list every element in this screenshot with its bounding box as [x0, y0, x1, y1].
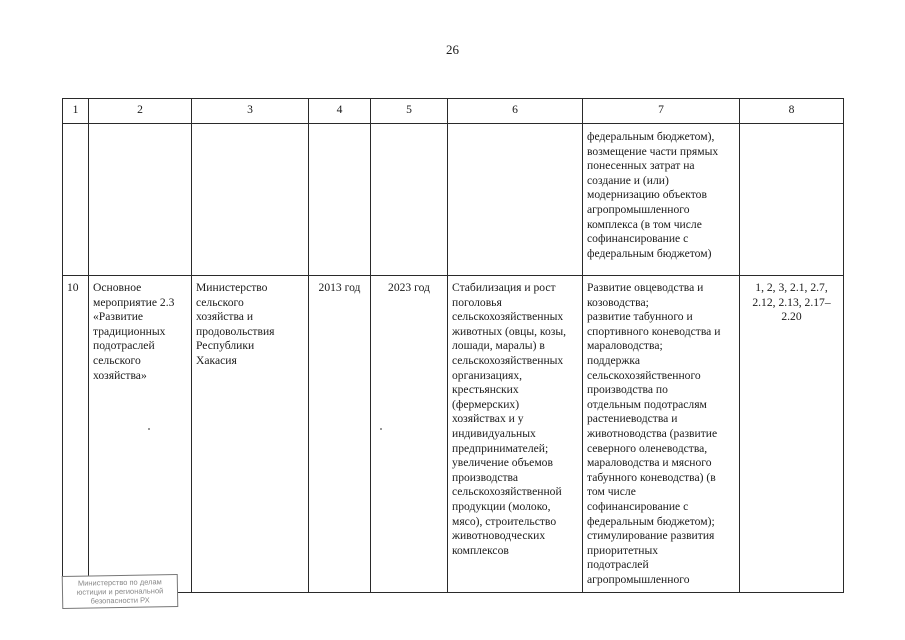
cont-cell-6	[448, 124, 583, 276]
header-cell-3: 3	[192, 99, 309, 124]
text-line: возмещение части прямых	[587, 144, 719, 158]
row10-measure-name	[89, 276, 192, 593]
text-line: производства по	[587, 383, 668, 397]
text-line: «Развитие	[93, 310, 144, 324]
text-line: сельскохозяйственной	[452, 485, 562, 499]
text-line: животноводства (развитие	[587, 426, 718, 440]
cont-cell-5	[371, 124, 448, 276]
text-line: развитие табунного и	[587, 310, 693, 324]
text-line: животных (овцы, козы,	[452, 324, 567, 338]
text-line: мероприятие 2.3	[93, 295, 175, 309]
cont-cell-2	[89, 124, 192, 276]
cont-cell-4	[309, 124, 371, 276]
text-line: стимулирование развития	[587, 529, 715, 543]
text-line: приоритетных	[587, 543, 659, 557]
row10-start-year: 2013 год	[309, 276, 371, 593]
text-line: предпринимателей;	[452, 441, 549, 455]
text-line: агропромышленного	[587, 572, 690, 586]
text-line: Республики	[196, 339, 255, 353]
page-number: 26	[446, 42, 459, 57]
text-line: поддержка	[587, 353, 641, 367]
scan-speck	[148, 428, 150, 430]
text-line: 1, 2, 3, 2.1, 2.7,	[755, 281, 828, 294]
text-line: увеличение объемов	[452, 456, 553, 470]
text-line: хозяйствах и у	[452, 412, 524, 426]
text-line: мясо), строительство	[452, 514, 557, 528]
text-line: федеральным бюджетом),	[587, 130, 715, 143]
text-line: создание и (или)	[587, 173, 669, 187]
text-line: организациях,	[452, 368, 523, 382]
text-line: Министерство	[196, 281, 268, 294]
text-line: модернизацию объектов	[587, 188, 707, 202]
text-line: подотраслей	[93, 339, 155, 353]
text-line: мараловодства;	[587, 339, 663, 353]
text-line: том числе	[587, 485, 636, 499]
text-line: федеральным бюджетом)	[587, 246, 712, 260]
text-line: индивидуальных	[452, 426, 536, 440]
text-line: федеральным бюджетом);	[587, 514, 715, 528]
row10-executor	[192, 276, 309, 593]
text-line: Развитие овцеводства и	[587, 281, 704, 294]
text-line: понесенных затрат на	[587, 159, 695, 173]
text-line: поголовья	[452, 295, 502, 309]
text-line: Основное	[93, 281, 142, 294]
text-line: 2.12, 2.13, 2.17–	[752, 295, 831, 309]
text-line: (фермерских)	[452, 397, 520, 411]
header-cell-6: 6	[448, 99, 583, 124]
row10-directions	[583, 276, 740, 593]
header-cell-5: 5	[371, 99, 448, 124]
text-line: агропромышленного	[587, 202, 690, 216]
header-cell-2: 2	[89, 99, 192, 124]
text-line: хозяйства»	[93, 368, 147, 382]
cont-cell-1	[63, 124, 89, 276]
text-line: козоводства;	[587, 295, 649, 309]
text-line: сельского	[196, 295, 244, 309]
text-line: продукции (молоко,	[452, 499, 551, 513]
text-line: растениеводства и	[587, 412, 678, 426]
text-line: традиционных	[93, 324, 166, 338]
text-line: производства	[452, 470, 519, 484]
header-cell-1: 1	[63, 99, 89, 124]
scan-speck	[380, 428, 382, 430]
text-line: отдельным подотраслям	[587, 397, 707, 411]
text-line: 2.20	[781, 310, 802, 324]
text-line: софинансирование с	[587, 499, 689, 513]
table-row-continuation	[63, 124, 844, 276]
text-line: мараловодства и мясного	[587, 456, 712, 470]
row10-indicators	[740, 276, 844, 593]
measures-table	[62, 98, 844, 593]
text-line: сельскохозяйственного	[587, 368, 701, 382]
table-header-row	[63, 99, 844, 124]
text-line: сельскохозяйственных	[452, 353, 564, 367]
text-line: хозяйства и	[196, 310, 254, 324]
header-cell-7: 7	[583, 99, 740, 124]
text-line: табунного коневодства) (в	[587, 470, 716, 484]
row10-end-year: 2023 год	[371, 276, 448, 593]
text-line: Хакасия	[196, 353, 237, 367]
row10-expected-result	[448, 276, 583, 593]
cont-cell-8	[740, 124, 844, 276]
text-line: продовольствия	[196, 324, 275, 338]
text-line: комплексов	[452, 543, 509, 557]
text-line: животноводческих	[452, 529, 546, 543]
row10-number: 10	[63, 276, 89, 593]
cont-cell-3	[192, 124, 309, 276]
cont-cell-7-results	[583, 124, 740, 276]
text-line: крестьянских	[452, 383, 519, 397]
text-line: сельскохозяйственных	[452, 310, 564, 324]
table-row-10	[63, 276, 844, 593]
text-line: безопасности РХ	[90, 595, 150, 606]
text-line: юстиции и региональной	[76, 586, 164, 597]
text-line: спортивного коневодства и	[587, 324, 721, 338]
text-line: комплекса (в том числе	[587, 217, 702, 231]
text-line: Министерство по делам	[77, 577, 162, 588]
text-line: софинансирование с	[587, 232, 689, 246]
text-line: сельского	[93, 353, 141, 367]
text-line: подотраслей	[587, 558, 649, 572]
registration-stamp	[62, 574, 179, 609]
header-cell-8: 8	[740, 99, 844, 124]
text-line: северного оленеводства,	[587, 441, 708, 455]
text-line: Стабилизация и рост	[452, 281, 556, 294]
text-line: лошади, маралы) в	[452, 339, 545, 353]
header-cell-4: 4	[309, 99, 371, 124]
